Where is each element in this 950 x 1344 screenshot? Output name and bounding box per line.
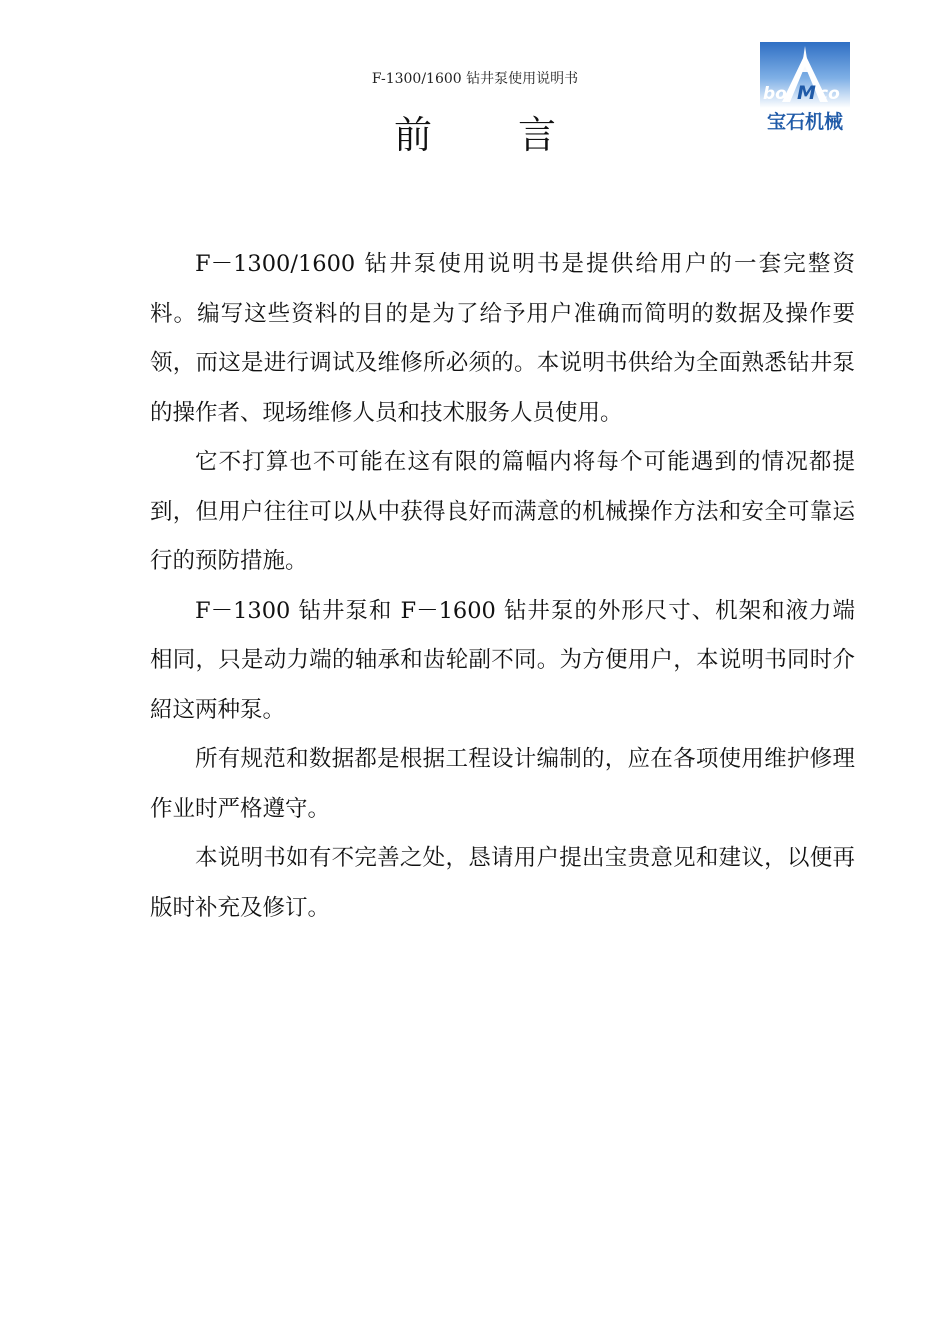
logo-text-cn: 宝石机械 <box>766 111 844 132</box>
paragraph: 本说明书如有不完善之处，恳请用户提出宝贵意见和建议，以便再版时补充及修订。 <box>150 845 855 921</box>
title-char-1: 前 <box>393 113 432 157</box>
paragraph: F－1300 钻井泵和 F－1600 钻井泵的外形尺寸、机架和液力端相同，只是动力端的轴承和齿轮副不同。为方便用户，本说明书同时介紹这两种泵。 <box>150 597 855 723</box>
paragraph: 它不打算也不可能在这有限的篇幅内将每个可能遇到的情况都提到，但用户往往可以从中获得良好而满意的机械操作方法和安全可靠运行的预防措施。 <box>150 449 855 574</box>
paragraph: F－1300/1600 钻井泵使用说明书是提供给用户的一套完整资料。编写这些资料的目的是为了给予用户准确而简明的数据及操作要领，而这是进行调试及维修所必须的。本说明书供给为全面熟悉钻井泵的操作者、现场维修人员和技术服务人员使用。 <box>150 251 855 426</box>
title-char-2: 言 <box>518 113 557 157</box>
paragraph: 所有规范和数据都是根据工程设计编制的，应在各项使用维护修理作业时严格遵守。 <box>150 746 855 822</box>
running-header: F-1300/1600 钻井泵使用说明书 <box>371 71 579 87</box>
preface-body <box>150 240 855 933</box>
svg-text:M: M <box>797 82 816 104</box>
svg-text:co: co <box>818 84 840 104</box>
page-title <box>0 112 950 158</box>
logo-text-en: bo <box>763 84 787 104</box>
